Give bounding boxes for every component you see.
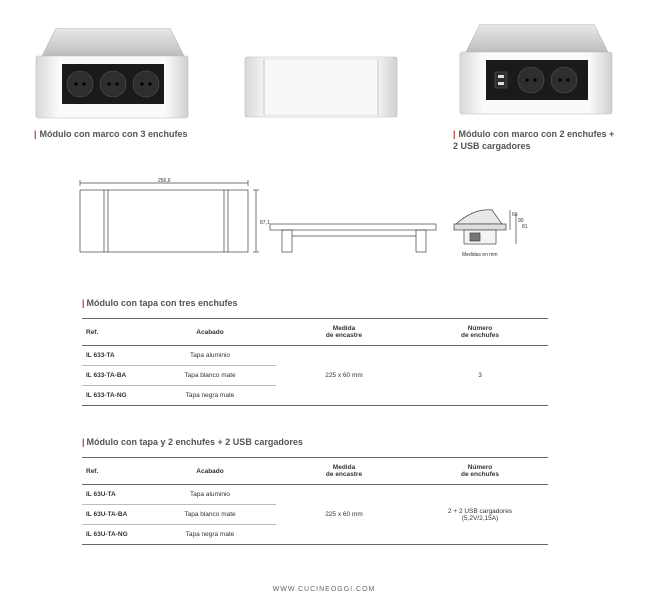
- table1: [82, 318, 548, 406]
- cell-ref: IL 633-TA-NG: [86, 392, 127, 399]
- cell-finish: Tapa aluminio: [189, 352, 231, 359]
- caption-usb-line1: Módulo con marco con 2 enchufes +: [458, 129, 615, 139]
- col-ref: Ref.: [86, 467, 99, 475]
- table-row: [82, 485, 548, 505]
- table1-title-text: Módulo con tapa con tres enchufes: [86, 298, 238, 308]
- section-dimension-2: 90: [518, 218, 524, 224]
- cell-ref: IL 633-TA: [86, 352, 115, 359]
- cell-sockets-line2: (5,2V/2,15A): [461, 514, 499, 522]
- product-image-closed: [244, 56, 398, 118]
- cell-finish: Tapa blanco mate: [184, 372, 236, 379]
- table-header-row: [82, 458, 548, 485]
- cell-finish: Tapa negra mate: [185, 531, 235, 538]
- caption-3-sockets: [34, 128, 188, 140]
- footer-website: WWW.CUCINEOGGI.COM: [272, 586, 376, 593]
- cell-ref: IL 633-TA-BA: [86, 372, 127, 379]
- col-sockets-line1: Número: [467, 464, 493, 471]
- col-cutout-line2: de encastre: [325, 332, 363, 339]
- cell-cutout: 225 x 60 mm: [325, 372, 363, 379]
- width-dimension: 256,6: [158, 178, 171, 184]
- col-cutout-line1: Medida: [332, 464, 356, 471]
- caption-2-sockets-usb: [453, 128, 633, 152]
- product-image-2-sockets-usb: [458, 24, 614, 116]
- col-cutout: [276, 319, 412, 346]
- section-dimension-1: 60: [512, 212, 518, 218]
- table2: [82, 457, 548, 545]
- cell-finish: Tapa blanco mate: [184, 511, 236, 518]
- cell-sockets-line1: 2 + 2 USB cargadores: [447, 507, 513, 515]
- col-cutout-line1: Medida: [332, 325, 356, 332]
- col-finish: Acabado: [196, 328, 224, 336]
- col-finish: Acabado: [196, 467, 224, 475]
- caption-3-sockets-text: Módulo con marco con 3 enchufes: [39, 129, 188, 139]
- col-ref: Ref.: [86, 328, 99, 336]
- caption-usb-line2: 2 USB cargadores: [453, 141, 531, 151]
- product-image-3-sockets: [34, 28, 190, 120]
- table1-title: [82, 298, 238, 308]
- col-sockets-line2: de enchufes: [461, 471, 499, 478]
- accent-bar: |: [453, 129, 456, 139]
- col-sockets: [412, 319, 548, 346]
- col-cutout-line2: de encastre: [325, 471, 363, 478]
- cell-sockets: [412, 485, 548, 545]
- table-header-row: [82, 319, 548, 346]
- height-dimension: 87,1: [260, 220, 270, 226]
- front-view-drawing: [80, 180, 259, 252]
- accent-bar: |: [34, 129, 37, 139]
- table2-title: [82, 437, 303, 447]
- cell-finish: Tapa negra mate: [185, 392, 235, 399]
- accent-bar: |: [82, 298, 85, 308]
- accent-bar: |: [82, 437, 85, 447]
- technical-drawing: [76, 176, 536, 260]
- table2-title-text: Módulo con tapa y 2 enchufes + 2 USB cargadores: [86, 437, 303, 447]
- units-note: Medidas en mm: [462, 252, 498, 258]
- col-cutout: [276, 458, 412, 485]
- col-sockets-line2: de enchufes: [461, 332, 499, 339]
- cell-ref: IL 63U-TA-BA: [86, 511, 128, 518]
- cell-ref: IL 63U-TA-NG: [86, 531, 128, 538]
- section-dimension-3: 81: [522, 224, 528, 230]
- cell-ref: IL 63U-TA: [86, 491, 116, 498]
- cell-sockets: 3: [478, 372, 482, 379]
- col-sockets: [412, 458, 548, 485]
- side-view-drawing: [270, 224, 436, 252]
- cell-cutout: 225 x 60 mm: [325, 511, 363, 518]
- col-sockets-line1: Número: [467, 325, 493, 332]
- section-view-drawing: [454, 210, 516, 244]
- cell-finish: Tapa aluminio: [189, 491, 231, 498]
- table-row: [82, 346, 548, 366]
